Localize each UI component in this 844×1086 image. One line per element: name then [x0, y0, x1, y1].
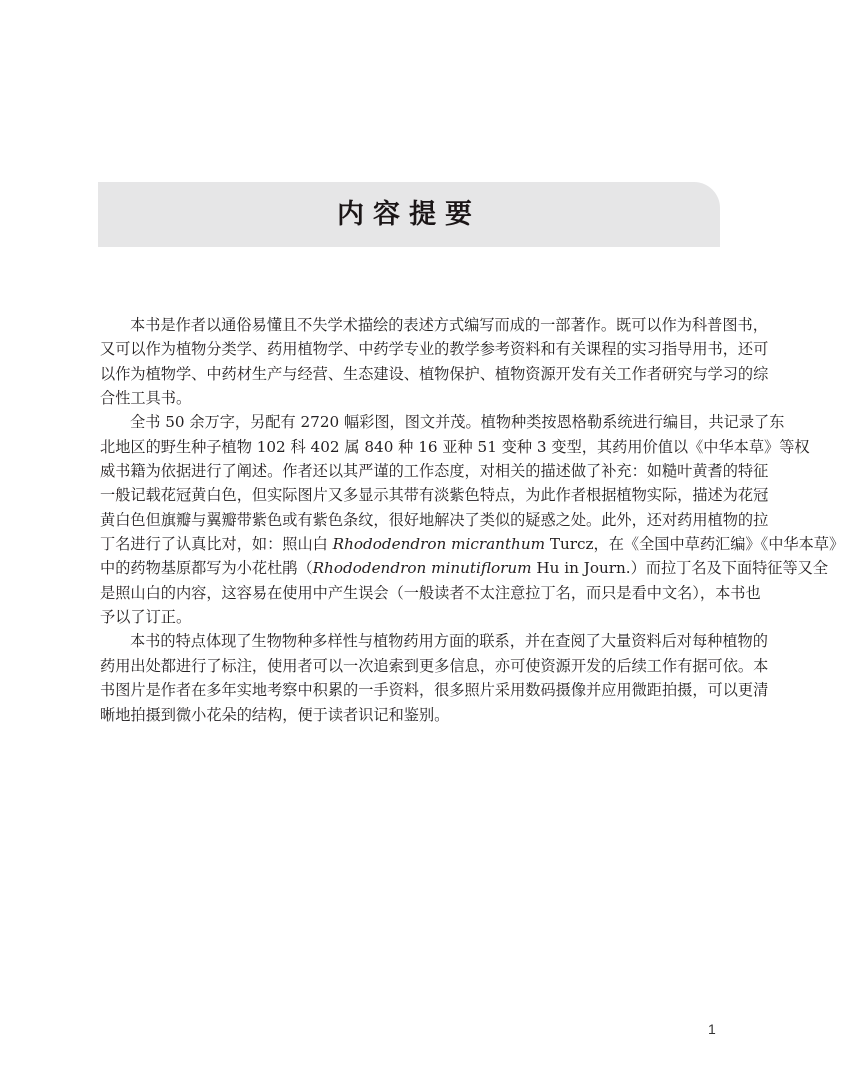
- latin-name: Rhododendron micranthum: [332, 535, 546, 554]
- text-line: [100, 703, 720, 727]
- text-segment: 以作为植物学、中药材生产与经营、生态建设、植物保护、植物资源开发有关工作者研究与学习的综: [100, 364, 769, 383]
- text-segment: 晰地拍摄到微小花朵的结构，便于读者识记和鉴别。: [100, 705, 450, 724]
- text-line: [100, 629, 768, 653]
- text-line: [100, 337, 769, 361]
- text-segment: 中的药物基原都写为小花杜鹃（: [100, 559, 313, 578]
- text-segment: 北地区的野生种子植物 102 科 402 属 840 种 16 亚种 51 变种 3 变型，其药用价值以《中华本草》等权: [100, 437, 810, 456]
- summary-body: [100, 313, 844, 727]
- text-line: [100, 508, 769, 532]
- text-segment: 又可以作为植物分类学、药用植物学、中药学专业的教学参考资料和有关课程的实习指导用书，还可: [100, 340, 769, 359]
- text-line: [100, 362, 769, 386]
- text-line: [100, 654, 769, 678]
- text-segment: 书图片是作者在多年实地考察中积累的一手资料，很多照片采用数码摄像并应用微距拍摄，可以更清: [100, 681, 769, 700]
- text-segment: Turcz，在《全国中草药汇编》《中华本草》: [545, 535, 844, 554]
- text-segment: 药用出处都进行了标注，使用者可以一次追索到更多信息，亦可使资源开发的后续工作有据可依。本: [100, 656, 769, 675]
- text-segment: 丁名进行了认真比对，如：照山白: [100, 535, 333, 554]
- text-line: [100, 581, 761, 605]
- text-line: [100, 605, 720, 629]
- text-segment: 全书 50 余万字，另配有 2720 幅彩图，图文并茂。植物种类按恩格勒系统进行编目，共记录了东: [130, 413, 785, 432]
- text-segment: 合性工具书。: [100, 389, 192, 408]
- text-line: [100, 678, 769, 702]
- text-segment: 予以了订正。: [100, 608, 192, 627]
- text-line: [100, 410, 785, 434]
- text-segment: 一般记载花冠黄白色，但实际图片又多显示其带有淡紫色特点，为此作者根据植物实际，描述为花冠: [100, 486, 769, 505]
- text-segment: 本书是作者以通俗易懂且不失学术描绘的表述方式编写而成的一部著作。既可以作为科普图书，: [130, 316, 768, 334]
- text-line: [100, 459, 769, 483]
- text-line: [100, 483, 769, 507]
- page-title: 内容提要: [337, 199, 481, 230]
- text-segment: 是照山白的内容，这容易在使用中产生误会（一般读者不太注意拉丁名，而只是看中文名），本书也: [100, 583, 761, 602]
- text-line: [100, 386, 720, 410]
- text-segment: 本书的特点体现了生物物种多样性与植物药用方面的联系，并在查阅了大量资料后对每种植物的: [130, 632, 768, 651]
- text-line: [100, 313, 768, 337]
- text-line: [100, 435, 810, 459]
- text-line: [100, 556, 829, 580]
- text-segment: 威书籍为依据进行了阐述。作者还以其严谨的工作态度，对相关的描述做了补充：如糙叶黄耆的特征: [100, 462, 769, 481]
- text-segment: Hu in Journ.）而拉丁名及下面特征等又全: [531, 559, 829, 578]
- text-line: [100, 532, 844, 556]
- page-number: 1: [708, 1021, 716, 1037]
- text-segment: 黄白色但旗瓣与翼瓣带紫色或有紫色条纹，很好地解决了类似的疑惑之处。此外，还对药用植物的拉: [100, 510, 769, 529]
- latin-name: Rhododendron minutiflorum: [312, 559, 532, 578]
- title-banner: [98, 182, 720, 247]
